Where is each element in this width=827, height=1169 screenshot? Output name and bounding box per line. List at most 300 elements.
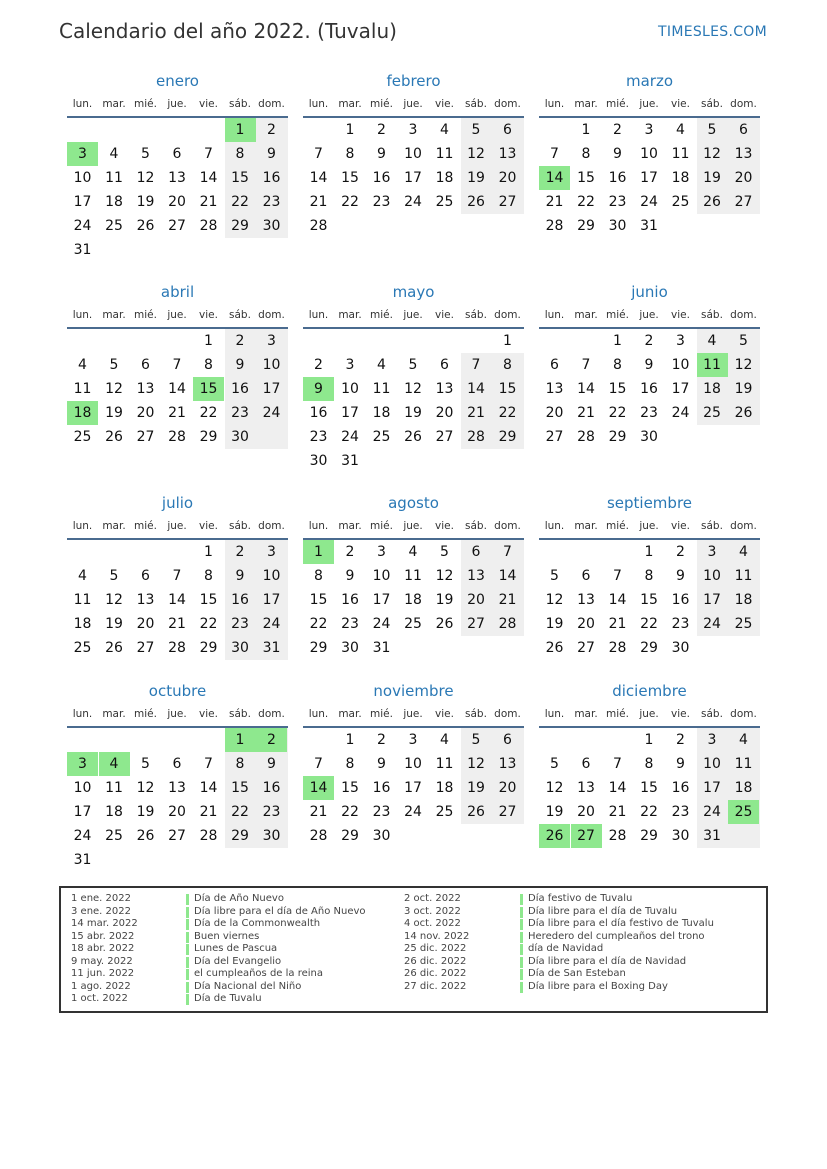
weekday-label: sáb. — [229, 309, 251, 321]
legend-holiday-name: Día de Tuvalu — [194, 993, 262, 1004]
month-title: septiembre — [606, 494, 693, 512]
day-cell: 7 — [204, 146, 213, 162]
day-cell: 4 — [739, 732, 748, 748]
day-cell: 15 — [608, 381, 627, 397]
weekday-label: sáb. — [701, 708, 723, 720]
weekday-label: lun. — [544, 309, 565, 321]
day-cell: 27 — [168, 828, 186, 844]
day-cell: 9 — [235, 568, 245, 584]
day-cell: 29 — [608, 429, 627, 445]
day-cell: 2 — [314, 357, 323, 373]
day-cell: 27 — [498, 194, 517, 210]
day-cell: 30 — [372, 828, 391, 844]
weekday-label: mar. — [102, 98, 126, 110]
day-cell: 26 — [545, 640, 564, 656]
day-cell: 30 — [671, 828, 690, 844]
day-cell: 16 — [640, 381, 658, 397]
legend-date: 26 dic. 2022 — [404, 955, 467, 967]
legend-marker — [186, 907, 189, 918]
day-cell: 29 — [309, 640, 328, 656]
legend-holiday-name: Día Nacional del Niño — [194, 980, 302, 992]
day-cell: 17 — [262, 381, 281, 397]
legend-date: 25 dic. 2022 — [404, 943, 467, 954]
day-cell: 17 — [703, 780, 721, 796]
day-cell: 18 — [404, 592, 422, 608]
weekday-label: jue. — [403, 309, 423, 321]
day-cell: 16 — [341, 592, 359, 608]
weekday-label: sáb. — [229, 520, 251, 532]
day-cell: 10 — [372, 568, 391, 584]
day-cell: 13 — [577, 592, 595, 608]
day-cell: 15 — [309, 592, 328, 608]
day-cell: 27 — [577, 640, 595, 656]
day-cell: 9 — [676, 756, 685, 772]
day-cell: 8 — [235, 146, 245, 162]
legend-holiday-name: Día de Año Nuevo — [194, 893, 284, 904]
weekday-label: dom. — [730, 309, 757, 321]
weekday-label: dom. — [258, 309, 285, 321]
day-cell: 7 — [581, 357, 591, 373]
day-cell: 24 — [404, 194, 422, 210]
day-cell: 8 — [581, 146, 591, 162]
day-cell: 28 — [608, 640, 627, 656]
day-cell: 14 — [168, 381, 186, 397]
day-cell: 16 — [372, 170, 391, 186]
day-cell: 21 — [309, 194, 328, 210]
day-cell: 18 — [734, 592, 753, 608]
day-cell: 3 — [408, 122, 418, 138]
day-cell: 20 — [577, 804, 595, 820]
day-cell: 19 — [467, 170, 485, 186]
holiday-day-cell: 3 — [67, 142, 98, 166]
day-cell: 19 — [703, 170, 721, 186]
day-cell: 7 — [314, 146, 323, 162]
day-cell: 16 — [262, 170, 281, 186]
day-cell: 1 — [581, 122, 591, 138]
legend-marker — [186, 932, 189, 943]
day-cell: 22 — [341, 804, 359, 820]
weekday-label: jue. — [403, 520, 423, 532]
legend-date: 11 jun. 2022 — [71, 968, 135, 979]
day-cell: 21 — [608, 616, 627, 632]
day-cell: 16 — [671, 780, 690, 796]
day-cell: 19 — [136, 194, 155, 210]
weekday-label: sáb. — [465, 520, 487, 532]
day-cell: 7 — [613, 756, 622, 772]
day-cell: 17 — [73, 804, 92, 820]
legend-marker — [186, 919, 189, 930]
day-cell: 8 — [235, 756, 245, 772]
day-cell: 6 — [141, 357, 150, 373]
holiday-day-cell: 4 — [99, 752, 130, 776]
day-cell: 21 — [168, 405, 186, 421]
day-cell: 17 — [73, 194, 92, 210]
legend-marker — [520, 944, 523, 955]
weekday-label: vie. — [199, 98, 218, 110]
day-cell: 22 — [309, 616, 328, 632]
day-cell: 30 — [309, 453, 328, 469]
day-cell: 15 — [341, 780, 359, 796]
day-cell: 2 — [644, 333, 654, 349]
weekday-label: vie. — [671, 520, 690, 532]
day-cell: 22 — [231, 194, 249, 210]
day-cell: 12 — [435, 568, 454, 584]
holiday-day-cell: 1 — [303, 540, 334, 564]
day-cell: 25 — [73, 429, 92, 445]
day-cell: 29 — [199, 429, 218, 445]
day-cell: 12 — [467, 756, 485, 772]
legend-holiday-name: Día libre para el día de Navidad — [528, 955, 687, 967]
day-cell: 28 — [168, 640, 186, 656]
holiday-day-cell: 26 — [539, 824, 570, 848]
day-cell: 5 — [141, 146, 150, 162]
day-cell: 4 — [377, 357, 386, 373]
day-cell: 11 — [105, 780, 123, 796]
day-cell: 26 — [404, 429, 422, 445]
day-cell: 7 — [204, 756, 213, 772]
holiday-day-cell: 2 — [256, 728, 287, 752]
weekday-label: mar. — [102, 520, 126, 532]
day-cell: 11 — [734, 568, 753, 584]
day-cell: 15 — [231, 780, 249, 796]
day-cell: 12 — [734, 357, 753, 373]
day-cell: 10 — [73, 780, 92, 796]
day-cell: 14 — [199, 170, 218, 186]
weekday-label: vie. — [435, 708, 454, 720]
weekday-label: mar. — [102, 708, 126, 720]
day-cell: 4 — [440, 122, 449, 138]
day-cell: 8 — [613, 357, 622, 373]
weekday-label: mar. — [574, 98, 598, 110]
weekday-label: mar. — [338, 708, 362, 720]
weekday-label: dom. — [258, 520, 285, 532]
site-link[interactable]: TIMESLES.COM — [658, 24, 767, 40]
weekday-label: lun. — [308, 98, 329, 110]
day-cell: 8 — [314, 568, 323, 584]
day-cell: 13 — [498, 146, 517, 162]
day-cell: 31 — [372, 640, 391, 656]
day-cell: 25 — [435, 194, 454, 210]
legend-date: 15 abr. 2022 — [71, 930, 135, 942]
day-cell: 23 — [262, 194, 281, 210]
day-cell: 5 — [471, 122, 481, 138]
day-cell: 9 — [235, 357, 245, 373]
day-cell: 1 — [204, 333, 213, 349]
day-cell: 26 — [734, 405, 753, 421]
holiday-day-cell: 1 — [225, 118, 256, 142]
day-cell: 6 — [581, 568, 591, 584]
day-cell: 11 — [404, 568, 422, 584]
day-cell: 7 — [503, 544, 512, 560]
day-cell: 10 — [404, 146, 422, 162]
day-cell: 25 — [105, 828, 123, 844]
legend-marker — [520, 894, 523, 905]
day-cell: 26 — [136, 218, 155, 234]
month-divider — [303, 327, 524, 329]
day-cell: 16 — [262, 780, 281, 796]
legend-date: 18 abr. 2022 — [71, 943, 135, 954]
day-cell: 29 — [498, 429, 517, 445]
day-cell: 8 — [503, 357, 512, 373]
day-cell: 28 — [199, 218, 218, 234]
month-title: junio — [631, 283, 668, 301]
day-cell: 16 — [372, 780, 391, 796]
day-cell: 2 — [613, 122, 622, 138]
month-title: agosto — [388, 494, 439, 512]
day-cell: 6 — [739, 122, 748, 138]
day-cell: 12 — [467, 146, 485, 162]
weekday-header — [67, 309, 288, 323]
day-cell: 31 — [262, 640, 281, 656]
legend-marker — [186, 994, 189, 1005]
day-cell: 23 — [671, 616, 690, 632]
day-cell: 4 — [707, 333, 717, 349]
day-cell: 23 — [231, 616, 249, 632]
day-cell: 3 — [707, 544, 717, 560]
day-cell: 14 — [199, 780, 218, 796]
day-cell: 28 — [309, 218, 328, 234]
day-cell: 10 — [640, 146, 658, 162]
day-cell: 24 — [341, 429, 359, 445]
day-cell: 17 — [372, 592, 391, 608]
day-cell: 2 — [267, 122, 276, 138]
day-cell: 29 — [231, 218, 249, 234]
day-cell: 24 — [640, 194, 658, 210]
day-cell: 6 — [141, 568, 150, 584]
day-cell: 24 — [73, 218, 92, 234]
day-cell: 31 — [73, 242, 92, 258]
weekday-label: vie. — [199, 520, 218, 532]
day-cell: 19 — [404, 405, 422, 421]
day-cell: 14 — [498, 568, 517, 584]
day-cell: 20 — [168, 194, 186, 210]
day-cell: 29 — [577, 218, 595, 234]
weekday-label: sáb. — [465, 309, 487, 321]
day-cell: 9 — [345, 568, 355, 584]
weekday-label: sáb. — [701, 309, 723, 321]
day-cell: 9 — [377, 146, 386, 162]
weekday-label: jue. — [167, 520, 187, 532]
day-cell: 27 — [467, 616, 485, 632]
day-cell: 28 — [577, 429, 595, 445]
legend-holiday-name: el cumpleaños de la reina — [194, 968, 323, 979]
day-cell: 12 — [136, 780, 155, 796]
day-cell: 13 — [168, 170, 186, 186]
holiday-day-cell: 11 — [697, 353, 728, 377]
day-cell: 8 — [204, 357, 213, 373]
weekday-label: jue. — [167, 98, 187, 110]
day-cell: 13 — [168, 780, 186, 796]
day-cell: 29 — [231, 828, 249, 844]
weekday-header — [303, 708, 524, 722]
weekday-label: dom. — [494, 708, 521, 720]
day-cell: 10 — [703, 568, 721, 584]
day-cell: 8 — [345, 756, 355, 772]
legend-marker — [520, 907, 523, 918]
day-cell: 10 — [671, 357, 690, 373]
day-cell: 20 — [136, 405, 155, 421]
day-cell: 11 — [372, 381, 391, 397]
day-cell: 12 — [105, 592, 123, 608]
weekday-label: sáb. — [229, 708, 251, 720]
day-cell: 30 — [231, 640, 249, 656]
day-cell: 27 — [734, 194, 753, 210]
day-cell: 27 — [136, 640, 155, 656]
day-cell: 4 — [78, 568, 87, 584]
day-cell: 9 — [377, 756, 386, 772]
holiday-day-cell: 3 — [67, 752, 98, 776]
weekday-header — [303, 98, 524, 112]
day-cell: 4 — [109, 146, 119, 162]
day-cell: 22 — [640, 804, 658, 820]
weekday-label: dom. — [494, 309, 521, 321]
day-cell: 13 — [734, 146, 753, 162]
day-cell: 22 — [199, 616, 218, 632]
weekday-label: dom. — [494, 98, 521, 110]
weekday-label: mié. — [370, 98, 393, 110]
day-cell: 25 — [435, 804, 454, 820]
day-cell: 23 — [372, 194, 391, 210]
day-cell: 2 — [676, 544, 685, 560]
day-cell: 28 — [498, 616, 517, 632]
weekday-label: vie. — [199, 708, 218, 720]
weekday-label: jue. — [639, 520, 659, 532]
day-cell: 9 — [267, 146, 276, 162]
weekday-label: lun. — [544, 98, 565, 110]
day-cell: 1 — [204, 544, 213, 560]
legend-date: 4 oct. 2022 — [404, 918, 461, 929]
day-cell: 16 — [608, 170, 627, 186]
weekday-label: vie. — [671, 98, 690, 110]
day-cell: 14 — [467, 381, 485, 397]
legend-marker — [520, 969, 523, 980]
day-cell: 6 — [440, 357, 449, 373]
day-cell: 30 — [640, 429, 658, 445]
day-cell: 24 — [703, 616, 721, 632]
legend-marker — [186, 944, 189, 955]
legend-holiday-name: Día libre para el día de Año Nuevo — [194, 905, 366, 917]
day-cell: 31 — [341, 453, 359, 469]
day-cell: 9 — [267, 756, 276, 772]
day-cell: 24 — [262, 405, 281, 421]
day-cell: 9 — [676, 568, 685, 584]
day-cell: 23 — [309, 429, 328, 445]
day-cell: 18 — [435, 780, 454, 796]
day-cell: 14 — [608, 780, 627, 796]
weekday-label: vie. — [435, 98, 454, 110]
day-cell: 11 — [435, 756, 454, 772]
month-title: abril — [160, 283, 195, 301]
weekday-label: mar. — [338, 98, 362, 110]
weekday-label: lun. — [544, 520, 565, 532]
day-cell: 10 — [404, 756, 422, 772]
day-cell: 19 — [545, 616, 564, 632]
weekday-label: jue. — [167, 309, 187, 321]
day-cell: 25 — [105, 218, 123, 234]
day-cell: 16 — [231, 381, 249, 397]
day-cell: 13 — [467, 568, 485, 584]
day-cell: 8 — [345, 146, 355, 162]
day-cell: 5 — [707, 122, 717, 138]
day-cell: 7 — [550, 146, 559, 162]
day-cell: 19 — [435, 592, 454, 608]
day-cell: 28 — [199, 828, 218, 844]
day-cell: 12 — [404, 381, 422, 397]
holiday-day-cell: 9 — [303, 377, 334, 401]
day-cell: 8 — [644, 568, 654, 584]
weekday-label: dom. — [258, 98, 285, 110]
day-cell: 27 — [498, 804, 517, 820]
legend-holiday-name: Buen viernes — [194, 930, 260, 942]
day-cell: 8 — [204, 568, 213, 584]
day-cell: 5 — [141, 756, 150, 772]
day-cell: 22 — [577, 194, 595, 210]
day-cell: 10 — [262, 357, 281, 373]
holiday-day-cell: 1 — [225, 728, 256, 752]
day-cell: 24 — [703, 804, 721, 820]
day-cell: 6 — [172, 146, 182, 162]
day-cell: 1 — [345, 732, 355, 748]
day-cell: 13 — [136, 592, 155, 608]
day-cell: 14 — [577, 381, 595, 397]
weekday-header — [539, 98, 760, 112]
weekday-label: mar. — [574, 520, 598, 532]
weekday-label: vie. — [199, 309, 218, 321]
day-cell: 4 — [676, 122, 685, 138]
day-cell: 13 — [577, 780, 595, 796]
day-cell: 2 — [345, 544, 355, 560]
legend-marker — [520, 932, 523, 943]
day-cell: 29 — [341, 828, 359, 844]
day-cell: 7 — [172, 357, 182, 373]
legend-holiday-name: Día libre para el día festivo de Tuvalu — [528, 918, 714, 929]
day-cell: 26 — [105, 640, 123, 656]
day-cell: 23 — [608, 194, 627, 210]
day-cell: 3 — [267, 544, 276, 560]
day-cell: 17 — [262, 592, 281, 608]
day-cell: 6 — [581, 756, 591, 772]
day-cell: 21 — [498, 592, 517, 608]
day-cell: 3 — [676, 333, 685, 349]
weekday-label: mié. — [606, 520, 629, 532]
legend-date: 9 may. 2022 — [71, 955, 133, 967]
day-cell: 21 — [577, 405, 595, 421]
day-cell: 31 — [640, 218, 658, 234]
holiday-day-cell: 27 — [571, 824, 602, 848]
day-cell: 16 — [231, 592, 249, 608]
day-cell: 20 — [467, 592, 485, 608]
day-cell: 3 — [707, 732, 717, 748]
day-cell: 6 — [550, 357, 559, 373]
day-cell: 18 — [671, 170, 690, 186]
day-cell: 2 — [235, 333, 245, 349]
weekday-label: mié. — [370, 309, 393, 321]
day-cell: 7 — [471, 357, 481, 373]
legend-date: 3 ene. 2022 — [71, 905, 131, 917]
day-cell: 22 — [341, 194, 359, 210]
legend-holiday-name: día de Navidad — [528, 943, 604, 954]
day-cell: 26 — [136, 828, 155, 844]
legend-marker — [186, 957, 189, 968]
day-cell: 1 — [644, 732, 654, 748]
day-cell: 28 — [309, 828, 328, 844]
legend-holiday-name: Día festivo de Tuvalu — [528, 893, 633, 904]
weekday-label: lun. — [72, 520, 93, 532]
day-cell: 20 — [168, 804, 186, 820]
day-cell: 1 — [644, 544, 654, 560]
day-cell: 16 — [671, 592, 690, 608]
day-cell: 20 — [498, 780, 517, 796]
